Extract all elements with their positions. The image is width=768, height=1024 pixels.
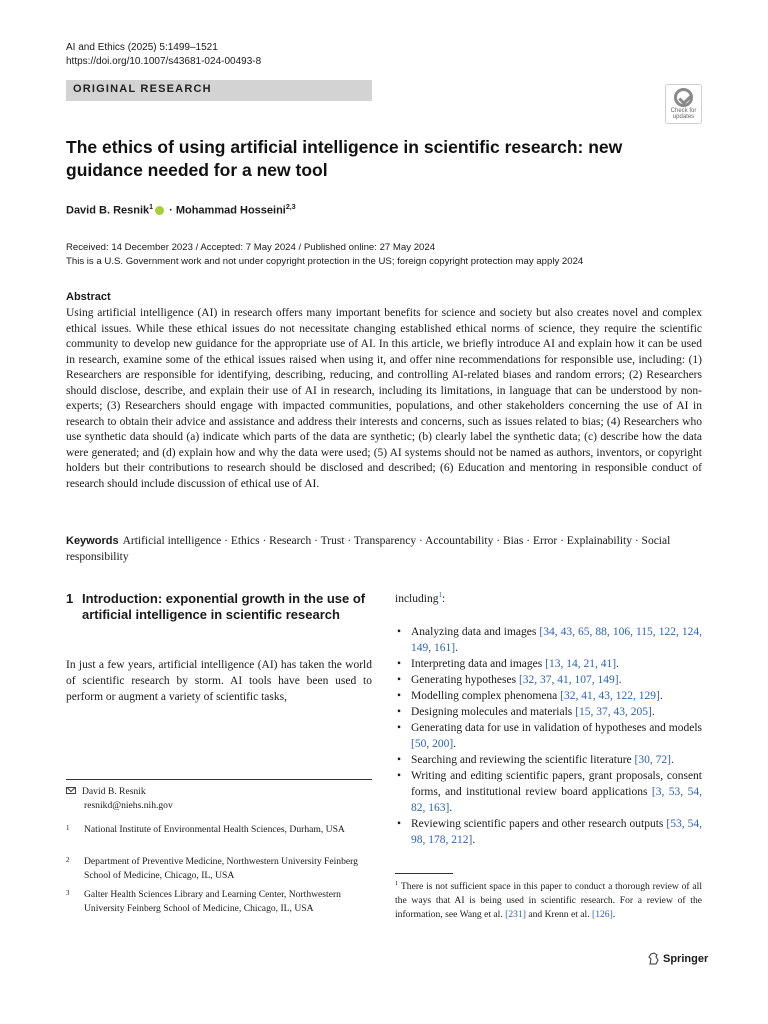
list-item-text: Generating data for use in validation of hypotheses and models [411,722,702,734]
including-word: including [395,592,439,605]
list-item-end: . [455,642,458,654]
citation-link[interactable]: [13, 14, 21, 41] [545,658,617,670]
list-item-end: . [659,690,663,702]
crossmark-label-2: updates [672,114,695,120]
author-name[interactable]: David B. Resnik [66,204,150,217]
crossmark-badge[interactable] [665,84,702,124]
list-item-end: . [472,834,476,846]
list-item-text: Interpreting data and images [411,658,546,670]
list-item-text: Reviewing scientific papers and other research outputs [411,818,667,830]
author-affil-sup: 2,3 [285,204,296,211]
list-item [395,656,702,672]
footnote [395,877,702,922]
citation-link[interactable]: [126] [592,909,613,921]
publisher-logo [648,952,708,965]
list-item-text: Searching and reviewing the scientific literature [411,754,635,766]
list-item-end: . [670,754,674,766]
list-item-end: . [616,658,619,670]
list-item [395,624,702,656]
list-item-text: Generating hypotheses [411,674,519,686]
section-heading [66,591,366,623]
keywords-label: Keywords [66,535,119,547]
affiliation [66,855,372,883]
citation-link[interactable]: [34, 43, 65, 88, 106, 115, 122, 124, 149, 161] [411,626,702,654]
footnote-number: 1 [395,880,399,887]
including-text [395,591,445,605]
journal-citation: AI and Ethics (2025) 5:1499–1521 [66,42,218,53]
dates-line: Received: 14 December 2023 / Accepted: 7 May 2024 / Published online: 27 May 2024 [66,242,436,253]
list-item-end: . [618,674,622,686]
envelope-icon [66,787,76,794]
author-list [66,204,296,217]
springer-horse-icon [648,952,659,965]
crossmark-label-1: Check for [670,108,697,114]
list-item-end: . [449,802,453,814]
affiliation-number: 3 [66,889,70,897]
citation-link[interactable]: [32, 41, 43, 122, 129] [560,690,660,702]
citation-link[interactable]: [15, 37, 43, 205] [575,706,652,718]
citation-link[interactable]: [50, 200] [411,738,454,750]
footnote-text-mid: and Krenn et al. [525,909,593,921]
corresponding-author: David B. Resnik [82,786,146,797]
list-item [395,688,702,704]
author-email[interactable]: resnikd@niehs.nih.gov [84,800,173,811]
affiliation-number: 2 [66,856,70,864]
footnote-text: There is not sufficient space in this paper to conduct a thorough review of all the ways that AI is being used in scientific research. For a review of the information, see Wang et al. [395,881,702,921]
footnote-marker[interactable]: 1 [438,591,442,599]
publication-dates [66,241,583,269]
footnote-divider [66,779,372,780]
affiliation-text: National Institute of Environmental Health Sciences, Durham, USA [84,824,345,835]
orcid-icon[interactable] [155,206,164,215]
list-item [395,768,702,816]
doi-link[interactable]: https://doi.org/10.1007/s43681-024-00493-8 [66,56,262,67]
intro-paragraph: In just a few years, artificial intelligence (AI) has taken the world of scientific research by storm. AI tools have been used to perform or augment a variety of scientific tasks, [66,659,372,703]
copyright-line: This is a U.S. Government work and not under copyright protection in the US; foreign copyright protection may apply 2024 [66,256,584,267]
citation-link[interactable]: [3, 53, 54, 82, 163] [411,786,702,814]
list-item [395,672,702,688]
affiliation-number: 1 [66,824,70,832]
list-item [395,816,702,848]
including-colon: : [441,592,446,605]
list-item-end: . [453,738,457,750]
list-item-end: . [651,706,655,718]
affiliation [66,823,372,837]
list-item-text: Writing and editing scientific papers, grant proposals, consent forms, and institutional review board applications [411,770,702,798]
list-item [395,704,702,720]
keywords [66,533,702,565]
list-item-text: Designing molecules and materials [411,706,576,718]
journal-header [66,41,261,69]
list-item-text: Modelling complex phenomena [411,690,561,702]
list-item-text: Analyzing data and images [411,626,540,638]
publisher-name: Springer [663,952,709,965]
citation-link[interactable]: [231] [505,909,526,921]
author-affil-sup: 1 [149,204,154,211]
footnote-end: . [612,909,616,921]
keywords-text: Artificial intelligence · Ethics · Research · Trust · Transparency · Accountability · Bias · Error · Explainability · Social responsibility [66,535,671,563]
crossmark-icon [674,88,693,107]
affiliation-text: Galter Health Sciences Library and Learning Center, Northwestern University Feinberg School of Medicine, Chicago, IL, USA [84,889,341,914]
section-number: 1 [66,591,74,606]
affiliation-text: Department of Preventive Medicine, Northwestern University Feinberg School of Medicine, Chicago, IL, USA [84,856,358,881]
article-title: The ethics of using artificial intelligence in scientific research: new guidance needed for a new tool [66,137,623,180]
author-name[interactable]: Mohammad Hosseini [175,204,286,217]
list-item [395,752,702,768]
uses-list [395,624,702,848]
citation-link[interactable]: [53, 54, 98, 178, 212] [411,818,702,846]
correspondence [66,785,173,813]
citation-link[interactable]: [32, 37, 41, 107, 149] [518,674,619,686]
footnote-rule [395,873,453,874]
abstract-text: Using artificial intelligence (AI) in research offers many important benefits for science and society but also creates novel and complex ethical issues. While these ethical issues do not necessitate changing established ethical norms of science, they require the scientific community to develop new guidance for the appropriate use of AI. In this article, we briefly introduce AI and explain how it can be used in research, examine some of the ethical issues raised when using it, and offer nine recommendations for responsible use, including: (1) Researchers are responsible for identifying, describing, reducing, and controlling AI-related biases and random errors; (2) Researchers should disclose, describe, and explain their use of AI in research, including its limitations, in language that can be understood by non-experts; (3) Researchers should engage with impacted communities, populations, and other stakeholders concerning the use of AI in research to obtain their advice and assistance and address their interests and concerns, such as issues related to bias; (4) Researchers who use synthetic data should (a) indicate which parts of the data are synthetic; (b) clearly label the synthetic data; (c) describe how the data were generated; and (d) explain how and why the data were used; (5) AI systems should not be named as authors, inventors, or copyright holders but their contributions to research should be disclosed and described; (6) Education and mentoring in responsible conduct of research should include discussion of ethical use of AI. [66,307,702,490]
article-type-banner: ORIGINAL RESEARCH [66,80,372,101]
author-separator: · [166,204,176,217]
abstract-heading: Abstract [66,291,111,303]
citation-link[interactable]: [30, 72] [634,754,671,766]
list-item [395,720,702,752]
affiliation [66,888,372,916]
section-title: Introduction: exponential growth in the use of artificial intelligence in scientific research [82,591,366,622]
